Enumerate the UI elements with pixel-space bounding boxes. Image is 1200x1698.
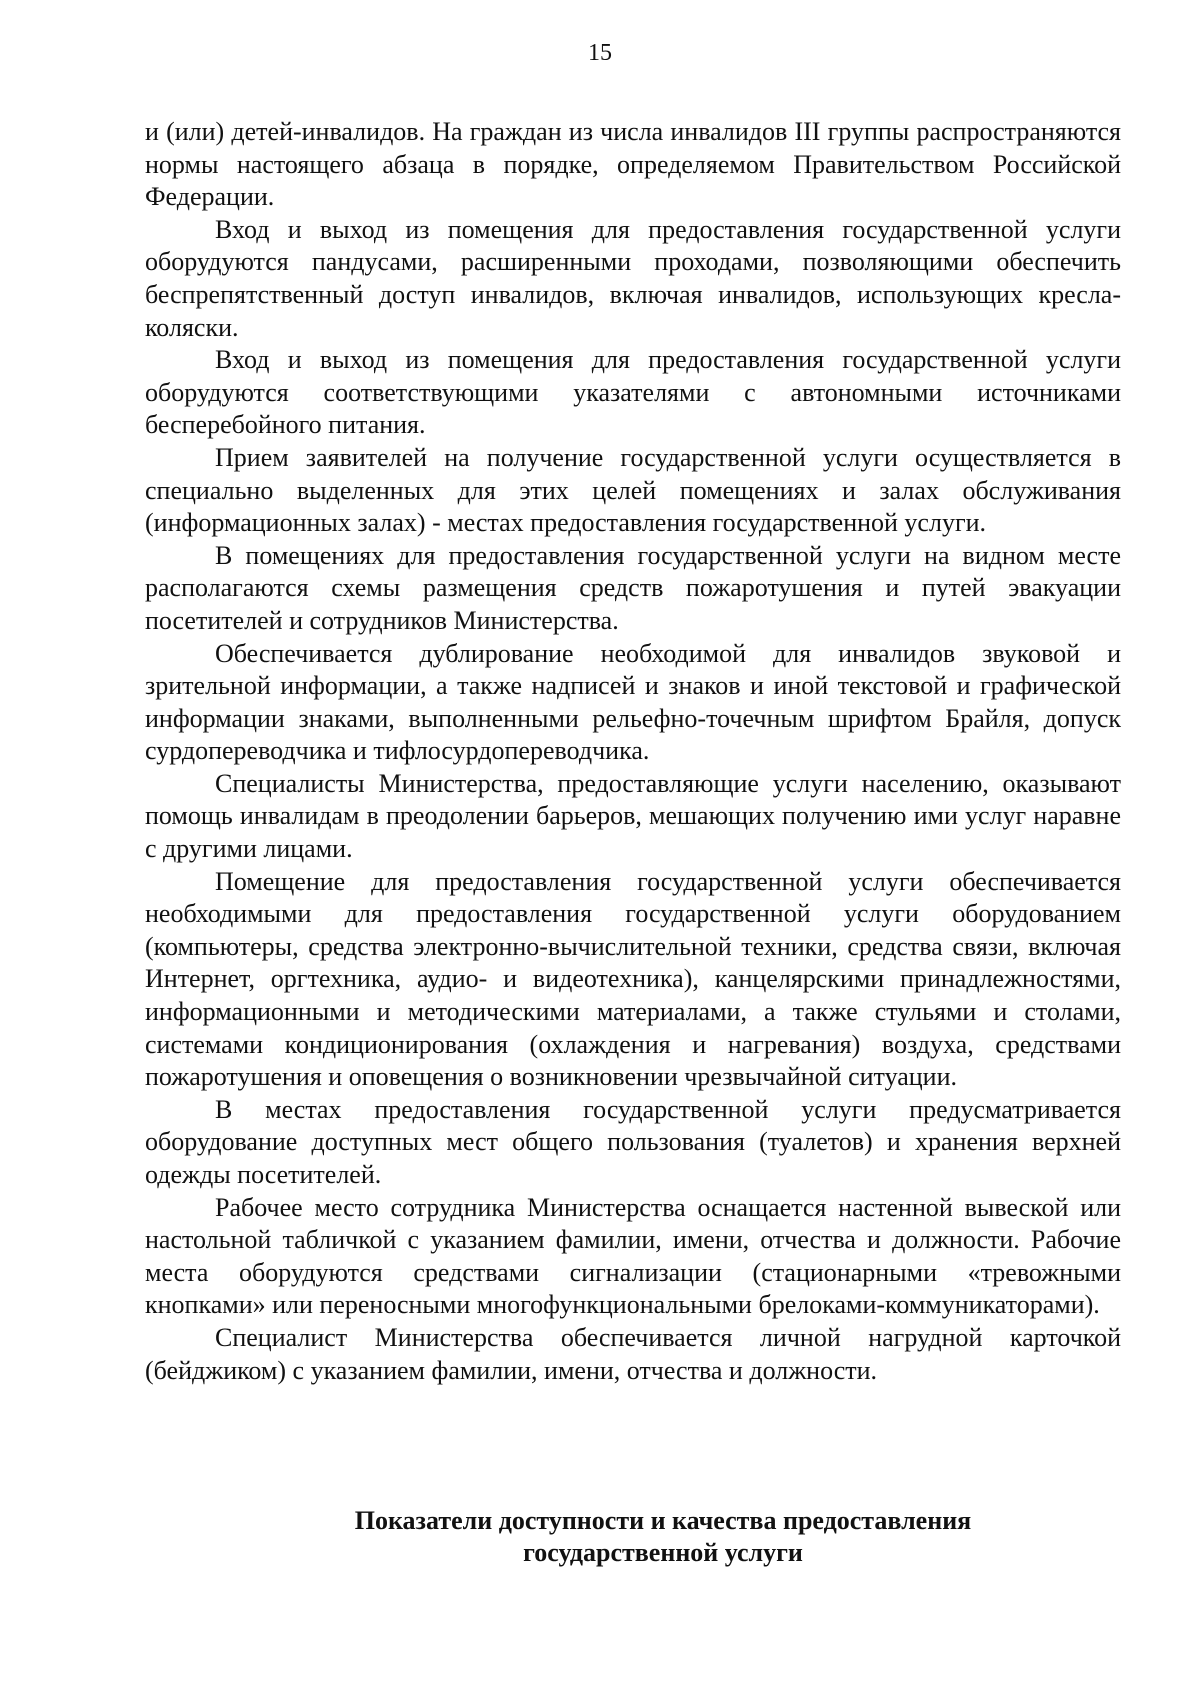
- body-text: [145, 116, 1121, 1387]
- paragraph: В местах предоставления государственной услуги предусматривается оборудование доступных мест общего пользования (туалетов) и хранения верхней одежды посетителей.: [145, 1094, 1121, 1189]
- paragraph: и (или) детей-инвалидов. На граждан из числа инвалидов III группы распространяются нормы настоящего абзаца в порядке, определяемом Правительством Российской Федерации.: [145, 117, 1121, 212]
- paragraph: Специалист Министерства обеспечивается личной нагрудной карточкой (бейджиком) с указанием фамилии, имени, отчества и должности.: [145, 1322, 1121, 1385]
- paragraph: Обеспечивается дублирование необходимой для инвалидов звуковой и зрительной информации, а также надписей и знаков и иной текстовой и графической информации знаками, выполненными рельефно-точечным шрифтом Брайля, допуск сурдопереводчика и тифлосурдопереводчика.: [145, 638, 1121, 766]
- paragraph: Вход и выход из помещения для предоставления государственной услуги оборудуются пандусами, расширенными проходами, позволяющими обеспечить беспрепятственный доступ инвалидов, включая инвалидов, использующих кресла-коляски.: [145, 214, 1121, 342]
- section-heading-line: Показатели доступности и качества предоставления: [354, 1506, 972, 1535]
- paragraph: В помещениях для предоставления государственной услуги на видном месте располагаются схемы размещения средств пожаротушения и путей эвакуации посетителей и сотрудников Министерства.: [145, 540, 1121, 635]
- section-heading: [145, 1505, 1121, 1569]
- paragraph: Специалисты Министерства, предоставляющие услуги населению, оказывают помощь инвалидам в преодолении барьеров, мешающих получению ими услуг наравне с другими лицами.: [145, 768, 1121, 864]
- paragraph: Вход и выход из помещения для предоставления государственной услуги оборудуются соответствующими указателями с автономными источниками бесперебойного питания.: [145, 345, 1121, 440]
- paragraph: Рабочее место сотрудника Министерства оснащается настенной вывеской или настольной табличкой с указанием фамилии, имени, отчества и должности. Рабочие места оборудуются средствами сигнализации (стационарными «тревожными кнопками» или переносными многофункциональными брелоками-коммуникаторами).: [145, 1192, 1121, 1320]
- paragraph: Помещение для предоставления государственной услуги обеспечивается необходимыми для предоставления государственной услуги оборудованием (компьютеры, средства электронно-вычислительной техники, средства связи, включая Интернет, оргтехника, аудио- и видеотехника), канцелярскими принадлежностями, информационными и методическими материалами, а также стульями и столами, системами кондиционирования (охлаждения и нагревания) воздуха, средствами пожаротушения и оповещения о возникновении чрезвычайной ситуации.: [145, 866, 1121, 1092]
- section-heading-line: государственной услуги: [523, 1538, 803, 1567]
- page-number: 15: [588, 40, 612, 66]
- paragraph: Прием заявителей на получение государственной услуги осуществляется в специально выделенных для этих целей помещениях и залах обслуживания (информационных залах) - местах предоставления государственной услуги.: [145, 442, 1121, 538]
